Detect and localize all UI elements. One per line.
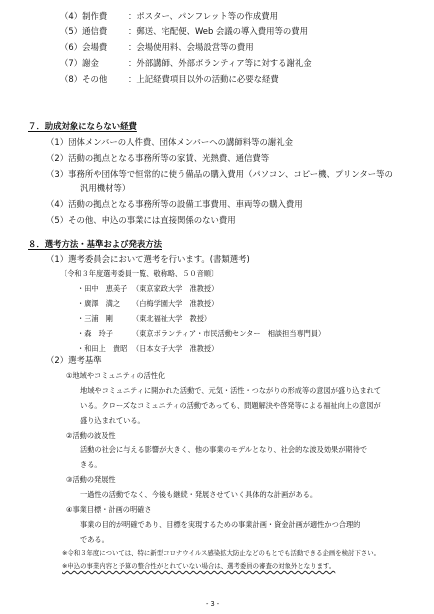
excluded-item: （1）団体メンバーの人件費、団体メンバーへの講師料等の謝礼金: [46, 137, 294, 147]
page-number: - 3 -: [206, 600, 220, 608]
expense-label: （8）その他: [60, 74, 108, 84]
section-7-heading: ７．助成対象にならない経費: [28, 121, 137, 131]
committee-member-name: ・森 玲子: [77, 329, 113, 338]
committee-member-affiliation: （日本女子大学 准教授）: [132, 344, 219, 353]
committee-member-affiliation: （東京ボランティア・市民活動センター 相談担当専門員）: [132, 329, 326, 338]
excluded-item: （2）活動の拠点となる事務所等の家賃、光熱費、通信費等: [46, 153, 270, 163]
criterion-title: ③活動の発展性: [66, 475, 116, 484]
expense-label: （5）通信費: [60, 26, 108, 36]
selection-method: （1）選考委員会において選考を行います。(書類選考): [46, 254, 250, 264]
criterion-text: 事業の目的が明確であり、目標を実現するための事業計画・資金計画が適性かつ合理的: [80, 520, 361, 529]
criterion-text: 活動の社会に与える影響が大きく、他の事業のモデルとなり、社会的な波及効果が期待で: [80, 445, 368, 454]
committee-title: 〔令和３年度選考委員一覧、敬称略、５０音順〕: [60, 269, 219, 278]
section-8-heading: ８．選考方法・基準および発表方法: [28, 239, 162, 249]
criterion-text: きる。: [80, 460, 102, 469]
criteria-heading: （2）選考基準: [46, 355, 102, 365]
excluded-item-continued: 汎用機材等）: [80, 183, 131, 193]
expense-desc: ：上記経費項目以外の活動に必要な経費: [128, 74, 279, 84]
expense-desc: ：郵送、宅配便、Web 会議の導入費用等の費用: [128, 26, 309, 36]
expense-desc: ：会場使用料、会場設営等の費用: [128, 42, 254, 52]
expense-desc: ：外部講師、外部ボランティア等に対する謝礼金: [128, 58, 312, 68]
criterion-text: である。: [80, 535, 109, 544]
footnote: ※令和３年度については、特に新型コロナウイルス感染拡大防止などのもとでも活動できる企画を検討下さい。: [62, 549, 380, 557]
excluded-item: （3）事務所や団体等で恒常的に使う備品の購入費用（パソコン、コピー機、プリンター等の: [46, 169, 393, 179]
committee-member-name: ・田中 恵美子: [77, 284, 128, 293]
criterion-title: ①地域やコミュニティの活性化: [66, 371, 166, 380]
expense-label: （4）制作費: [60, 11, 108, 21]
criterion-title: ④事業目標・計画の明確さ: [66, 505, 152, 514]
criterion-text: 一過性の活動でなく、今後も継続・発展させていく具体的な計画がある。: [80, 490, 318, 499]
footnote: ※申込の事業内容と予算の整合性がとれていない場合は、選考委員の審査の対象外となります。: [62, 562, 336, 570]
committee-member-name: ・三浦 剛: [77, 314, 113, 323]
excluded-item: （5）その他、申込の事業には直接関係のない費用: [46, 215, 236, 225]
expense-desc: ：ポスター、パンフレット等の作成費用: [128, 11, 278, 21]
criterion-title: ②活動の波及性: [66, 431, 116, 440]
committee-member-name: ・廣澤 満之: [77, 299, 121, 308]
expense-label: （7）謝金: [60, 58, 99, 68]
committee-member-affiliation: （東京家政大学 准教授）: [132, 284, 219, 293]
committee-member-affiliation: （白梅学園大学 准教授）: [132, 299, 219, 308]
criterion-text: 盛り込まれている。: [80, 416, 145, 425]
excluded-item: （4）活動の拠点となる事務所等の設備工事費用、車両等の購入費用: [46, 199, 303, 209]
criterion-text: いる。クローズなコミュニティの活動であっても、問題解決や啓発等による福祉向上の意図が: [80, 401, 381, 410]
criterion-text: 地域やコミュニティに開かれた活動で、元気・活性・つながりの形成等の意図が盛り込まれて: [80, 386, 382, 395]
committee-member-name: ・和田上 貴昭: [77, 344, 128, 353]
expense-label: （6）会場費: [60, 42, 108, 52]
committee-member-affiliation: （東北福祉大学 教授）: [132, 314, 212, 323]
